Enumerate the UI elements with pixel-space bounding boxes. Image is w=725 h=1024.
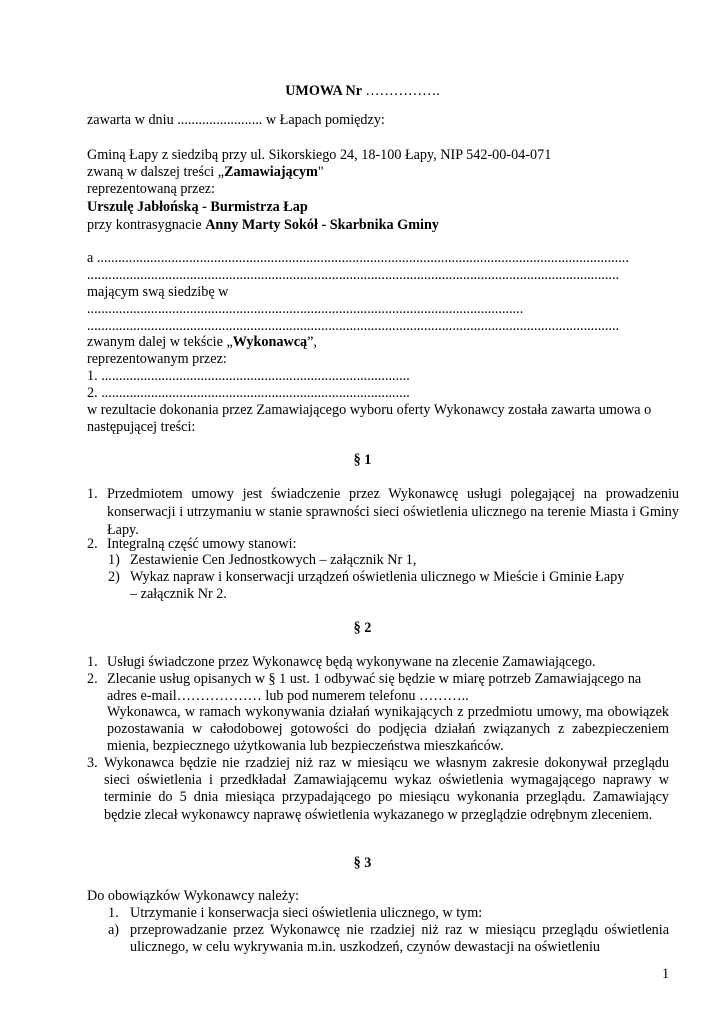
party1-called-pre: zwaną w dalszej treści „ <box>87 164 225 180</box>
s1-sub-2: Wykaz napraw i konserwacji urządzeń oświetlenia ulicznego w Mieście i Gminie Łapy <box>130 569 625 585</box>
party2-dots-2: ........................................................................................................................... <box>87 301 524 317</box>
s1-sub-1: Zestawienie Cen Jednostkowych – załącznik Nr 1, <box>130 552 417 568</box>
s1-item-1-number: 1. <box>87 486 98 502</box>
s3-item-1: Utrzymanie i konserwacja sieci oświetlenia ulicznego, w tym: <box>130 905 483 921</box>
s2-item-1-number: 1. <box>87 654 98 670</box>
party2-rep-1: 1. ....................................................................................... <box>87 368 410 384</box>
s1-sub-2-cont: – załącznik Nr 2. <box>130 586 227 602</box>
section-1-heading: § 1 <box>353 452 372 468</box>
party2-called-post: ”, <box>307 334 317 350</box>
s1-sub-2-number: 2) <box>108 569 120 585</box>
party2-a-line: a ...................................................................................................................................................... <box>87 250 629 266</box>
s3-item-1-number: 1. <box>108 905 119 921</box>
section-2-heading: § 2 <box>353 620 372 636</box>
party2-called <box>87 334 317 351</box>
party1-called-post: " <box>317 164 324 180</box>
s3-item-a: przeprowadzanie przez Wykonawcę nie rzadziej niż raz w miesiącu przeglądu oświetlenia ulicznego, w celu wykrywania m.in. uszkodzeń, czynów dewastacji na oświetleniu <box>130 922 669 955</box>
party1-mayor: Urszulę Jabłońską - Burmistrza Łap <box>87 199 308 215</box>
s2-item-2-line-a: Zlecanie usług opisanych w § 1 ust. 1 odbywać się będzie w miarę potrzeb Zamawiającego na <box>107 671 642 687</box>
s1-item-1: Przedmiotem umowy jest świadczenie przez Wykonawcę usługi polegającej na prowadzeniu konserwacji i utrzymaniu w stanie sprawności sieci oświetlenia ulicznego na terenie Miasta i Gminy Łapy. <box>107 486 679 538</box>
s1-sub-1-number: 1) <box>108 552 120 568</box>
party2-seat: mającym swą siedzibę w <box>87 284 229 300</box>
page-number: 1 <box>662 966 670 982</box>
s1-item-2: Integralną część umowy stanowi: <box>107 536 297 552</box>
result-line-1: w rezultacie dokonania przez Zamawiającego wyboru oferty Wykonawcy została zawarta umowa o <box>87 402 652 418</box>
title-text: UMOWA Nr <box>285 83 362 99</box>
party1-called-name: Zamawiającym <box>224 164 318 180</box>
s2-item-3: Wykonawca będzie nie rzadziej niż raz w miesiącu we własnym zakresie dokonywał przeglądu sieci oświetlenia i przedkładał Zamawiającemu wykaz oświetlenia wymagającego naprawy w terminie do 5 dnia miesiąca przypadającego po miesiącu wykonania przeglądu. Zamawiający będzie zlecał wykonawcy naprawę oświetlenia wykazanego w przeglądzie odrębnym zleceniem. <box>104 755 669 823</box>
countersign-name: Anny Marty Sokół - Skarbnika Gminy <box>205 217 439 233</box>
s2-item-2-contractor-duty: Wykonawca, w ramach wykonywania działań wynikających z przedmiotu umowy, ma obowiązek pozostawania w całodobowej gotowości do podjęcia działań związanych z zabezpieczeniem mienia, bezpiecznego użytkowania lub bezpieczeństwa mieszkańców. <box>107 704 669 754</box>
s2-item-3-number: 3. <box>87 755 98 771</box>
party1-countersign <box>87 217 439 234</box>
concluded-line: zawarta w dniu ........................ w Łapach pomiędzy: <box>87 112 385 128</box>
s3-intro: Do obowiązków Wykonawcy należy: <box>87 888 300 904</box>
party1-called <box>87 164 324 181</box>
s2-item-2-number: 2. <box>87 671 98 687</box>
section-3-heading: § 3 <box>353 855 372 871</box>
s2-item-1: Usługi świadczone przez Wykonawcę będą wykonywane na zlecenie Zamawiającego. <box>107 654 596 670</box>
party2-called-pre: zwanym dalej w tekście „ <box>87 334 233 350</box>
party1-represented: reprezentowaną przez: <box>87 181 215 197</box>
contract-title <box>0 83 725 100</box>
countersign-pre: przy kontrasygnacie <box>87 217 206 233</box>
result-line-2: następującej treści: <box>87 419 196 435</box>
party2-represented: reprezentowanym przez: <box>87 351 227 367</box>
party2-called-name: Wykonawcą <box>232 334 308 350</box>
s3-item-a-letter: a) <box>108 922 120 938</box>
party2-rep-2: 2. ....................................................................................... <box>87 385 410 401</box>
s2-item-2-line-b: adres e-mail……………… lub pod numerem telefonu ……….. <box>107 688 469 704</box>
party2-dots-1: ...................................................................................................................................................... <box>87 267 620 283</box>
title-number-placeholder: ……………. <box>365 83 440 99</box>
party1-address: Gminą Łapy z siedzibą przy ul. Sikorskiego 24, 18-100 Łapy, NIP 542-00-04-071 <box>87 147 552 163</box>
party2-dots-3: ...................................................................................................................................................... <box>87 318 620 334</box>
s1-item-2-number: 2. <box>87 536 98 552</box>
